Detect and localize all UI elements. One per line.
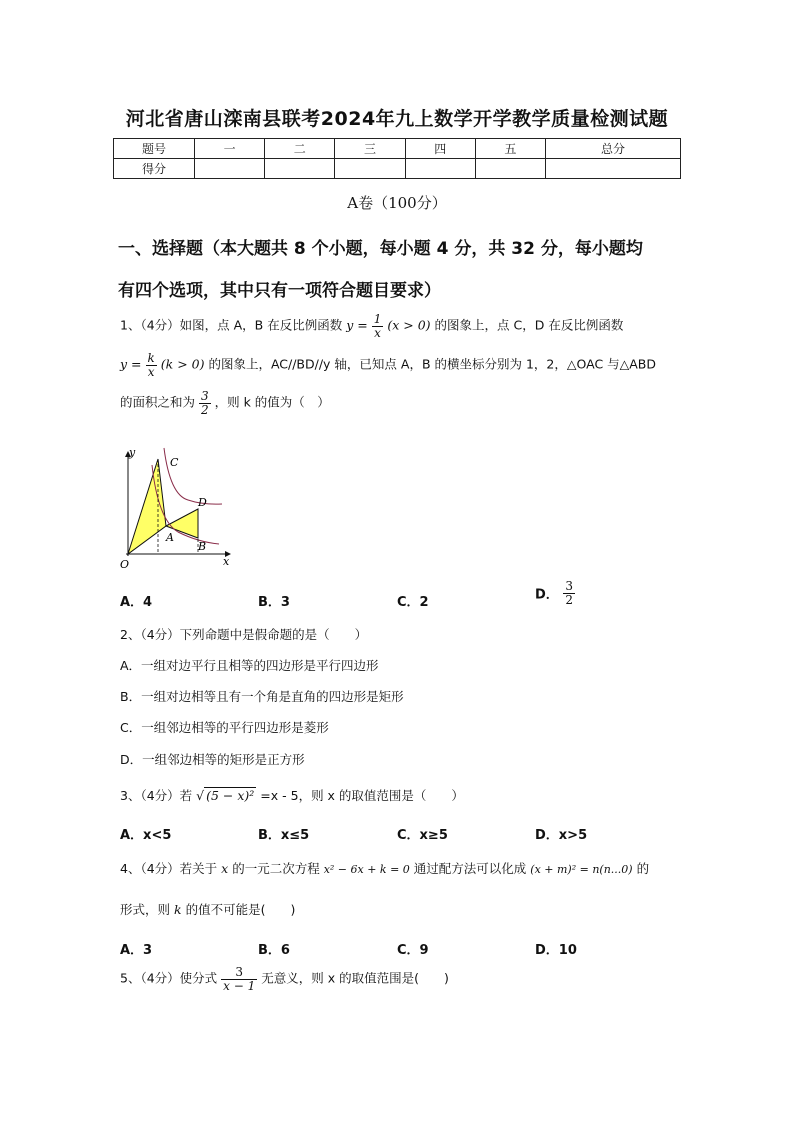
score-cell[interactable]: [546, 159, 681, 179]
q4-option-c[interactable]: C．9: [397, 943, 429, 958]
frac-num: 3: [235, 965, 243, 979]
q1-mid: 的图象上，点 C，D 在反比例函数: [434, 317, 624, 333]
q1-option-c[interactable]: C．2: [397, 595, 429, 610]
q1-figure: [118, 440, 243, 575]
q3-option-c[interactable]: C．x≥5: [397, 828, 448, 843]
q1-option-a[interactable]: A．4: [120, 595, 153, 610]
q3-radicand: (5 − x)²: [206, 788, 255, 803]
q4-mid2: 通过配方法可以化成: [413, 861, 527, 876]
q4-option-d[interactable]: D．10: [535, 943, 577, 958]
q3-prefix: 3、（4分）若: [120, 788, 193, 803]
q4-mid: 的一元二次方程: [232, 861, 320, 876]
score-table-header-cell: 一: [195, 139, 265, 159]
q2-option-a[interactable]: A．一组对边平行且相等的四边形是平行四边形: [120, 658, 379, 673]
question-4-line1: [120, 861, 649, 876]
q4-line2-post: 的值不可能是( ): [185, 902, 296, 917]
q3-sqrt: √ (5 − x)²: [196, 788, 255, 803]
frac-num: 3: [565, 579, 573, 593]
frac-den: x − 1: [223, 978, 256, 993]
score-cell[interactable]: [405, 159, 475, 179]
label-b: B: [198, 540, 207, 553]
paper-label: A卷（100分）: [347, 194, 447, 212]
score-table-header-cell: 二: [265, 139, 335, 159]
label-a: A: [166, 531, 174, 544]
label-c: C: [170, 456, 179, 469]
q5-prefix: 5、（4分）使分式: [120, 970, 218, 986]
section-heading-line2: 有四个选项，其中只有一项符合题目要求）: [118, 281, 441, 301]
q4-form: (x + m)² = n(n...0): [530, 863, 633, 876]
label-d: D: [198, 496, 207, 509]
q1-area-fraction: [199, 390, 211, 416]
score-table-header-cell: 四: [405, 139, 475, 159]
question-1-line3: [120, 390, 330, 416]
q4-option-b[interactable]: B．6: [258, 943, 290, 958]
section-heading-line1: 一、选择题（本大题共 8 个小题，每小题 4 分，共 32 分，每小题均: [118, 239, 643, 259]
q1-line3-pre: 的面积之和为: [120, 394, 196, 410]
label-o: O: [120, 558, 130, 571]
q4-line2-pre: 形式，则: [120, 902, 171, 917]
q1-option-d-prefix: D．: [535, 587, 559, 603]
q3-option-a[interactable]: A．x<5: [120, 828, 172, 843]
frac-den: x: [146, 365, 157, 379]
frac-den: 2: [565, 592, 573, 607]
q1-func1-fraction: [372, 313, 384, 339]
q1-func2-fraction: [146, 352, 157, 378]
score-row-label: 得分: [114, 159, 195, 179]
q4-line2-var: k: [174, 902, 182, 917]
question-1-line1: [120, 313, 623, 339]
q4-var: x: [221, 861, 229, 876]
frac-num: k: [147, 351, 155, 365]
label-x: x: [223, 555, 230, 568]
score-table-row: [114, 159, 681, 179]
q4-option-a[interactable]: A．3: [120, 943, 153, 958]
q1-option-d[interactable]: [535, 580, 575, 606]
q1-func1-y: y =: [346, 317, 368, 333]
q1-func2-y: y =: [120, 356, 142, 372]
q1-line3-post: ，则 k 的值为（ ）: [214, 394, 330, 410]
q4-prefix: 4、（4分）若关于: [120, 861, 218, 876]
label-y: y: [129, 446, 136, 459]
q1-option-d-fraction: [563, 580, 575, 606]
question-4-line2: [120, 902, 295, 917]
frac-num: 3: [201, 389, 209, 403]
score-table: [113, 138, 681, 179]
score-table-header-cell: 三: [335, 139, 405, 159]
q3-suffix: =x - 5，则 x 的取值范围是（ ）: [260, 788, 464, 803]
q1-line2-text: 的图象上，AC//BD//y 轴，已知点 A，B 的横坐标分别为 1，2，△OAC 与△ABD: [208, 356, 657, 372]
page-title: 河北省唐山滦南县联考2024年九上数学开学教学质量检测试题: [125, 108, 669, 130]
q2-option-d[interactable]: D．一组邻边相等的矩形是正方形: [120, 752, 305, 767]
q3-option-d[interactable]: D．x>5: [535, 828, 588, 843]
q5-suffix: 无意义，则 x 的取值范围是( ): [261, 970, 449, 986]
score-cell[interactable]: [475, 159, 545, 179]
question-1-line2: [120, 352, 656, 378]
q1-prefix: 1、（4分）如图，点 A，B 在反比例函数: [120, 317, 343, 333]
q4-end: 的: [636, 861, 650, 876]
score-table-header-cell: 题号: [114, 139, 195, 159]
q1-option-b[interactable]: B．3: [258, 595, 290, 610]
question-2-stem: 2、（4分）下列命题中是假命题的是（ ）: [120, 627, 368, 642]
q1-func1-cond: (x > 0): [387, 317, 431, 333]
frac-den: 2: [201, 402, 209, 417]
q5-fraction: [221, 966, 257, 992]
score-cell[interactable]: [335, 159, 405, 179]
q3-option-b[interactable]: B．x≤5: [258, 828, 310, 843]
q1-func2-cond: (k > 0): [160, 356, 205, 372]
q4-equation: x² − 6x + k = 0: [323, 863, 410, 876]
score-cell[interactable]: [195, 159, 265, 179]
score-table-header-cell: 五: [475, 139, 545, 159]
q2-option-b[interactable]: B．一组对边相等且有一个角是直角的四边形是矩形: [120, 689, 404, 704]
score-table-header-row: [114, 139, 681, 159]
frac-num: 1: [373, 312, 382, 326]
q2-option-c[interactable]: C．一组邻边相等的平行四边形是菱形: [120, 720, 329, 735]
question-3-stem: [120, 788, 464, 803]
score-table-header-cell: 总分: [546, 139, 681, 159]
question-5-stem: [120, 966, 449, 992]
frac-den: x: [372, 326, 384, 340]
score-cell[interactable]: [265, 159, 335, 179]
